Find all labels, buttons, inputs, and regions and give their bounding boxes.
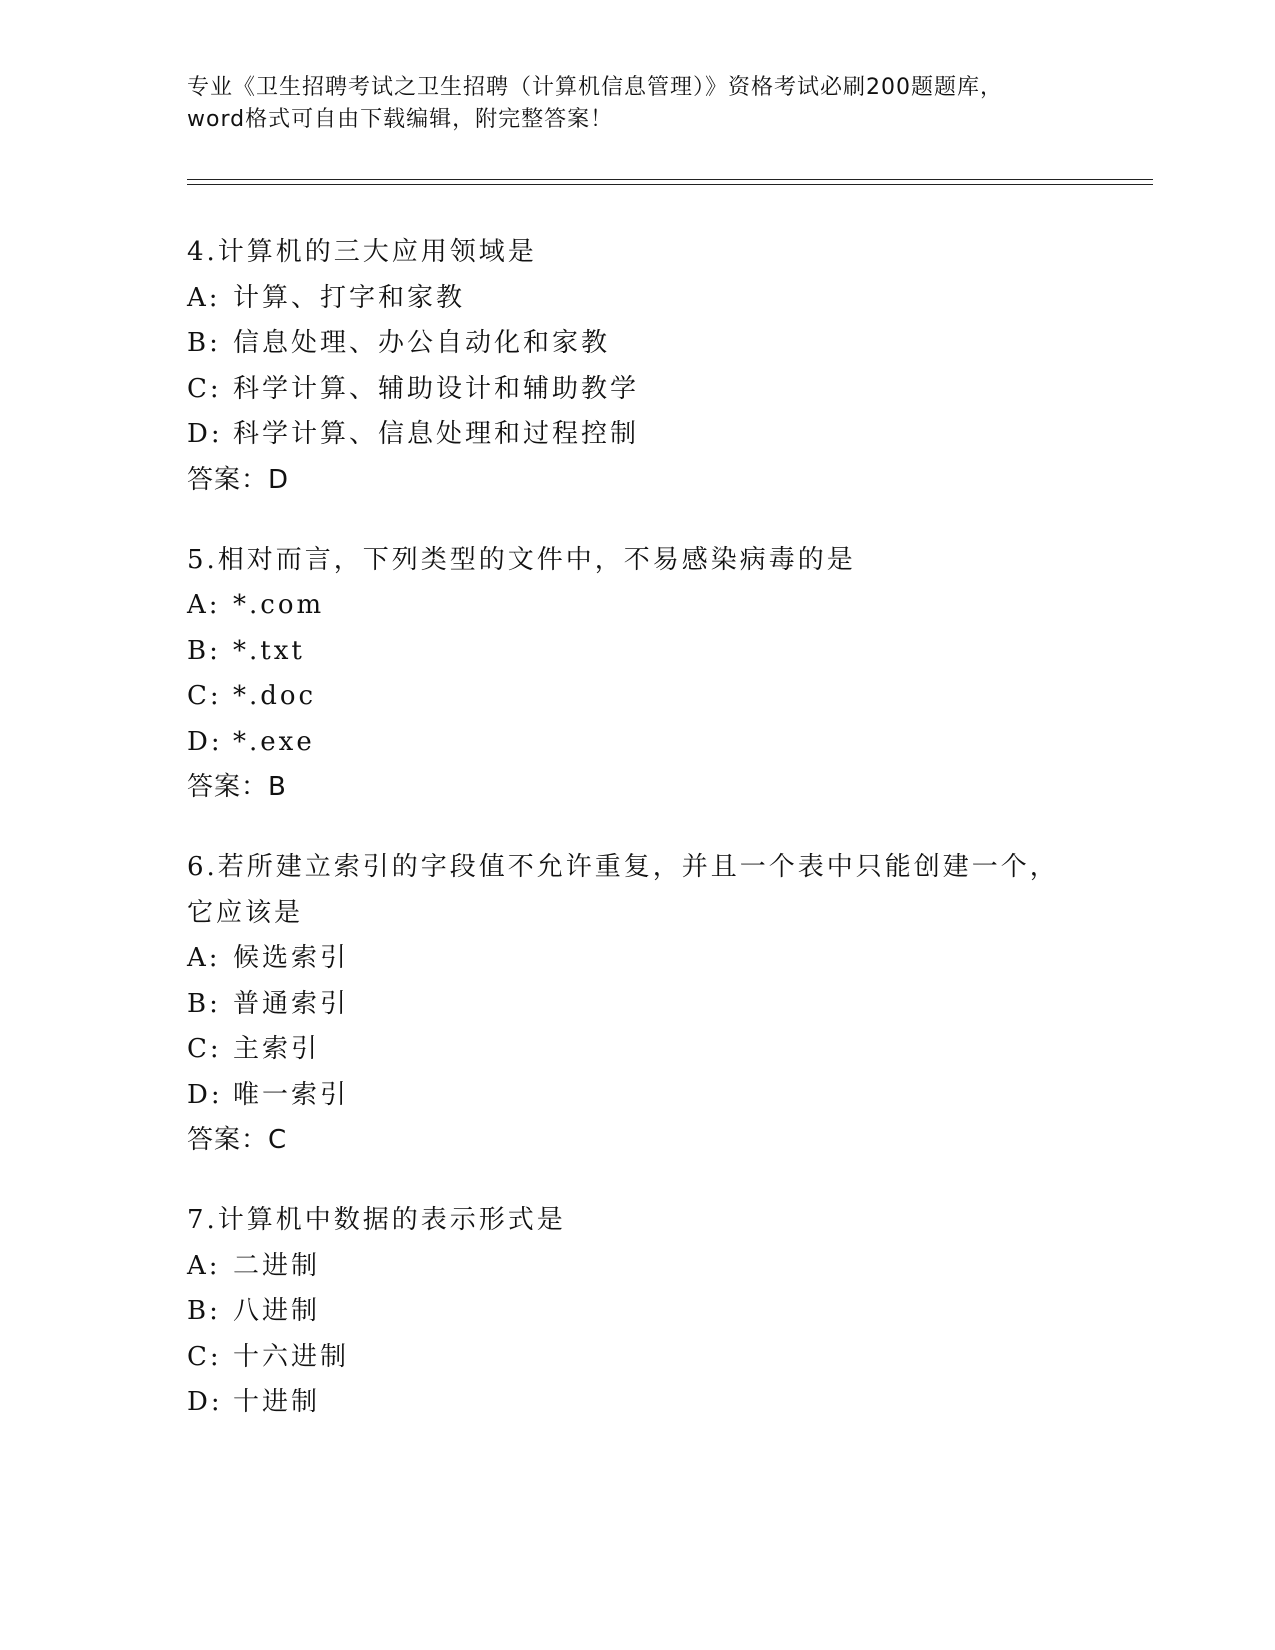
option-a <box>187 276 1147 322</box>
option-text: 八进制 <box>233 1296 321 1326</box>
option-c <box>187 367 1147 413</box>
option-letter: C: <box>187 373 222 404</box>
option-text: *.doc <box>233 681 317 711</box>
option-text: 信息处理、办公自动化和家教 <box>233 328 611 358</box>
option-letter: B: <box>187 635 221 666</box>
option-text: 主索引 <box>233 1034 321 1064</box>
option-letter: C: <box>187 1034 222 1064</box>
option-a <box>187 936 1147 982</box>
option-letter: D: <box>187 1387 223 1417</box>
option-letter: A: <box>187 943 221 973</box>
header-divider-bottom <box>187 184 1153 185</box>
option-b <box>187 629 1147 675</box>
option-text: 十进制 <box>233 1387 321 1417</box>
option-letter: D: <box>187 726 223 757</box>
option-c <box>187 1027 1147 1073</box>
question-5 <box>187 538 1147 811</box>
question-4 <box>187 230 1147 503</box>
option-letter: B: <box>187 1296 221 1326</box>
answer-line: 答案：C <box>187 1125 288 1155</box>
header-line-2: word格式可自由下载编辑，附完整答案！ <box>187 107 614 132</box>
question-6 <box>187 845 1147 1163</box>
question-title: 4.计算机的三大应用领域是 <box>187 237 537 267</box>
option-text: 十六进制 <box>233 1341 350 1372</box>
option-c <box>187 1335 1147 1381</box>
option-text: 普通索引 <box>233 988 350 1019</box>
option-b <box>187 321 1147 367</box>
option-text: 计算、打字和家教 <box>233 282 466 313</box>
option-text: *.com <box>233 590 325 620</box>
option-letter: A: <box>187 590 221 620</box>
document-header <box>187 72 1087 136</box>
option-text: 科学计算、信息处理和过程控制 <box>233 419 640 449</box>
option-text: 候选索引 <box>233 943 350 973</box>
option-b <box>187 982 1147 1028</box>
option-c <box>187 674 1147 720</box>
option-letter: B: <box>187 988 221 1019</box>
option-d <box>187 720 1147 766</box>
option-text: *.exe <box>233 726 315 757</box>
question-list <box>187 230 1147 1461</box>
option-letter: A: <box>187 282 221 313</box>
question-title-continued: 它应该是 <box>187 897 304 928</box>
option-d <box>187 1073 1147 1119</box>
option-letter: A: <box>187 1250 221 1281</box>
option-a <box>187 1244 1147 1290</box>
option-letter: B: <box>187 328 221 358</box>
option-letter: C: <box>187 1341 222 1372</box>
option-a <box>187 583 1147 629</box>
option-text: 科学计算、辅助设计和辅助教学 <box>233 373 640 404</box>
option-text: *.txt <box>233 635 305 666</box>
answer-line: 答案：D <box>187 464 290 495</box>
option-text: 唯一索引 <box>233 1079 350 1110</box>
question-7 <box>187 1198 1147 1426</box>
question-title: 7.计算机中数据的表示形式是 <box>187 1205 566 1235</box>
question-title: 6.若所建立索引的字段值不允许重复，并且一个表中只能创建一个， <box>187 852 1059 882</box>
option-d <box>187 1380 1147 1426</box>
option-d <box>187 412 1147 458</box>
answer-line: 答案：B <box>187 772 287 802</box>
option-b <box>187 1289 1147 1335</box>
option-letter: D: <box>187 1079 223 1110</box>
question-title: 5.相对而言，下列类型的文件中，不易感染病毒的是 <box>187 544 856 575</box>
header-line-1: 专业《卫生招聘考试之卫生招聘（计算机信息管理）》资格考试必刷200题题库， <box>187 75 1003 100</box>
header-divider-top <box>187 179 1153 180</box>
option-letter: D: <box>187 419 223 449</box>
option-letter: C: <box>187 681 222 711</box>
option-text: 二进制 <box>233 1250 321 1281</box>
